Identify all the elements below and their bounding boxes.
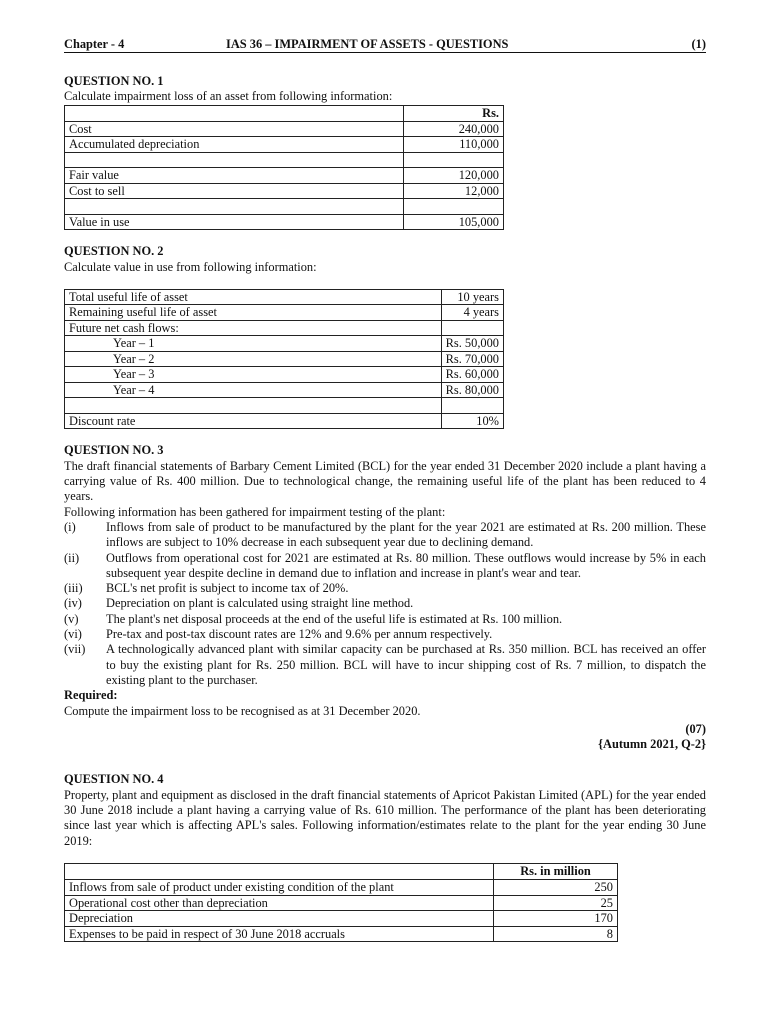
row-label: Year – 4 [65,382,442,398]
item-text: A technologically advanced plant with similar capacity can be purchased at Rs. 350 million. BCL has received an offer to buy the existing plant for Rs. 250 million. BCL will have to incur shipping cost of Rs. 7 million, to dispatch the existing plant to the purchaser. [106,642,706,687]
row-label [65,199,404,215]
row-label: Total useful life of asset [65,289,442,305]
question-1 [64,74,706,230]
q1-title: QUESTION NO. 1 [64,74,164,88]
row-label: Cost [65,121,404,137]
row-value: 240,000 [404,121,504,137]
table-row [65,351,504,367]
row-value [441,320,503,336]
q4-title: QUESTION NO. 4 [64,772,164,787]
row-value: 10 years [441,289,503,305]
q4-paragraph: Property, plant and equipment as disclosed in the draft financial statements of Apricot Pakistan Limited (APL) for the year ended 30 June 2018 include a plant having a carrying value of Rs. 610 million. The performance of the plant has been deteriorating since last year which is affecting APL's sales. Following information/estimates relate to the plant for the year ending 30 June 2019: [64,787,706,848]
row-value: Rs. 70,000 [441,351,503,367]
list-item [64,596,706,611]
item-text: BCL's net profit is subject to income tax of 20%. [106,581,349,596]
table-row [65,214,504,230]
header-title: IAS 36 – IMPAIRMENT OF ASSETS - QUESTIONS [226,37,509,51]
item-text: Depreciation on plant is calculated using straight line method. [106,596,414,611]
table-row [65,367,504,383]
row-label: Cost to sell [65,183,404,199]
item-number: (vi) [64,627,82,642]
table-row [65,121,504,137]
item-number: (iii) [64,581,83,596]
row-label: Expenses to be paid in respect of 30 June 2018 accruals [65,926,494,942]
list-item [64,642,706,688]
q3-source: {Autumn 2021, Q-2} [598,737,706,752]
table-row [65,895,618,911]
row-value: Rs. 80,000 [441,382,503,398]
question-4 [64,772,706,942]
q1-intro: Calculate impairment loss of an asset from following information: [64,89,393,104]
q3-lead: Following information has been gathered for impairment testing of the plant: [64,504,446,519]
row-value: 12,000 [404,183,504,199]
table-row [65,289,504,305]
item-number: (ii) [64,550,80,565]
row-value: 110,000 [404,137,504,153]
table-row [65,137,504,153]
row-value [404,199,504,215]
q2-intro: Calculate value in use from following information: [64,259,317,274]
row-label: Future net cash flows: [65,320,442,336]
row-value: Rs. 60,000 [441,367,503,383]
row-value: 10% [441,413,503,429]
table-row [65,398,504,414]
q1-table [64,105,504,231]
list-item [64,520,706,551]
page-header [64,37,706,53]
q3-marks: (07) [685,721,706,736]
row-label [65,398,442,414]
row-label: Year – 3 [65,367,442,383]
item-text: Inflows from sale of product to be manufactured by the plant for the year 2021 are estimated at Rs. 200 million. These inflows are subject to 10% decrease in each subsequent year due to declining demand. [106,519,706,550]
row-value: 8 [494,926,618,942]
item-number: (iv) [64,596,82,611]
row-label: Value in use [65,214,404,230]
q4-table [64,863,618,942]
q2-table [64,289,504,430]
item-text: The plant's net disposal proceeds at the end of the useful life is estimated at Rs. 100 million. [106,611,563,626]
table-row [65,336,504,352]
item-text: Outflows from operational cost for 2021 are estimated at Rs. 80 million. These outflows would increase by 5% in each subsequent year despite decline in demand due to inflation and increase in plant's wear and tear. [106,550,706,580]
row-label: Remaining useful life of asset [65,305,442,321]
row-value: Rs. 50,000 [441,336,503,352]
row-label: Accumulated depreciation [65,137,404,153]
question-3 [64,443,706,752]
row-label [65,152,404,168]
row-label: Depreciation [65,911,494,927]
row-value: 170 [494,911,618,927]
q3-title: QUESTION NO. 3 [64,443,164,458]
chapter-label: Chapter - 4 [64,37,125,51]
table-row [65,183,504,199]
table-row [65,880,618,896]
row-value: 4 years [441,305,503,321]
item-number: (vii) [64,642,86,657]
row-label: Discount rate [65,413,442,429]
row-value: 105,000 [404,214,504,230]
row-label: Inflows from sale of product under existing condition of the plant [65,880,494,896]
row-label: Fair value [65,168,404,184]
row-label: Year – 1 [65,336,442,352]
table-row [65,413,504,429]
q3-paragraph: The draft financial statements of Barbary Cement Limited (BCL) for the year ended 31 December 2020 include a plant having a carrying value of Rs. 400 million. Due to technological change, the remaining useful life of the plant has been reduced to 4 years. [64,458,706,504]
item-number: (v) [64,611,79,626]
list-item [64,612,706,627]
table-row [65,152,504,168]
row-value: 25 [494,895,618,911]
page-number: (1) [691,37,706,51]
item-text: Pre-tax and post-tax discount rates are 12% and 9.6% per annum respectively. [106,627,493,642]
list-item [64,627,706,642]
table-row [65,911,618,927]
row-value [441,398,503,414]
table-row [65,305,504,321]
q1-col-header: Rs. [404,105,504,121]
q3-required-label: Required: [64,688,118,703]
table-row [65,199,504,215]
question-2 [64,244,706,429]
item-number: (i) [64,519,76,534]
row-value: 120,000 [404,168,504,184]
table-row [65,320,504,336]
q2-title: QUESTION NO. 2 [64,244,164,259]
q3-required: Compute the impairment loss to be recognised as at 31 December 2020. [64,703,421,718]
q4-col-header: Rs. in million [494,863,618,879]
row-label: Operational cost other than depreciation [65,895,494,911]
row-label: Year – 2 [65,351,442,367]
table-row [65,926,618,942]
table-row [65,382,504,398]
list-item [64,581,706,596]
row-value [404,152,504,168]
list-item [64,551,706,582]
table-row [65,168,504,184]
row-value: 250 [494,880,618,896]
